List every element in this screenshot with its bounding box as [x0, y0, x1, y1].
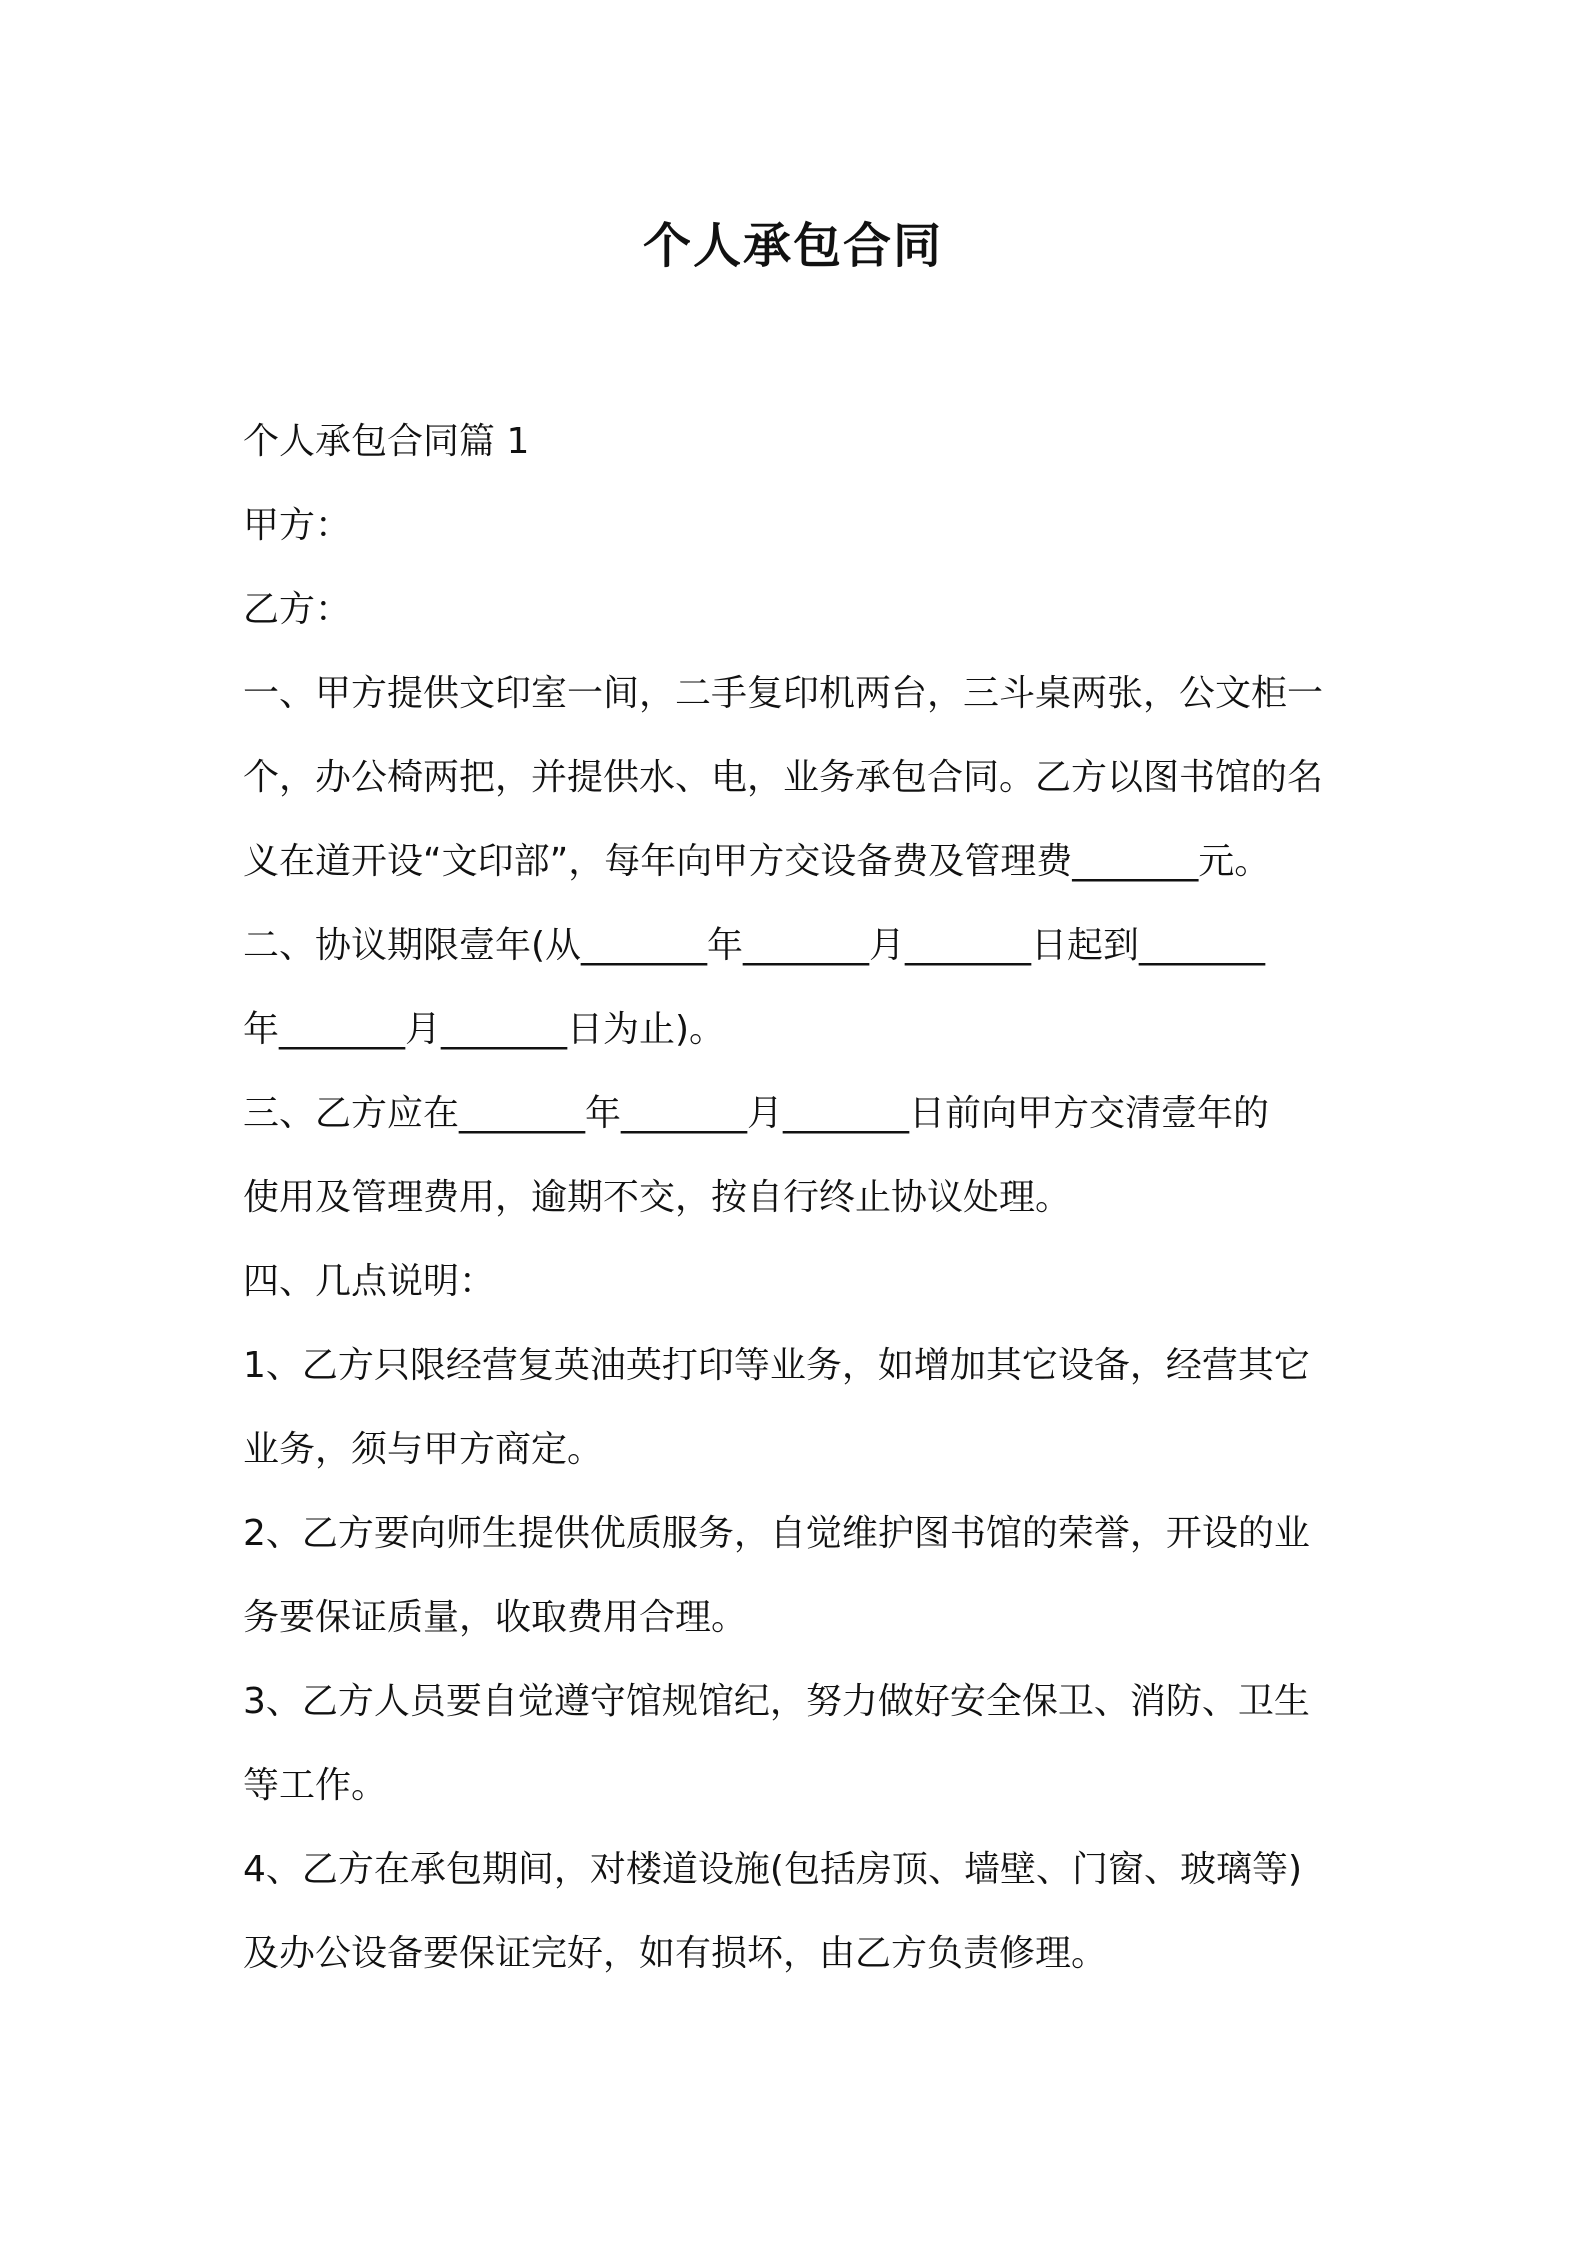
- section-heading: 个人承包合同篇 1: [243, 421, 530, 462]
- note-2-line-1: 2、乙方要向师生提供优质服务，自觉维护图书馆的荣誉，开设的业: [243, 1513, 1310, 1554]
- clause-3-line-2: 使用及管理费用，逾期不交，按自行终止协议处理。: [243, 1177, 1072, 1218]
- clause-4-heading: 四、几点说明：: [243, 1261, 496, 1302]
- document-title: 个人承包合同: [642, 218, 943, 274]
- note-1-line-1: 1、乙方只限经营复英油英打印等业务，如增加其它设备，经营其它: [243, 1345, 1310, 1386]
- note-4-line-1: 4、乙方在承包期间，对楼道设施(包括房顶、墙壁、门窗、玻璃等): [243, 1849, 1302, 1890]
- note-4-line-2: 及办公设备要保证完好，如有损坏，由乙方负责修理。: [243, 1933, 1108, 1974]
- note-3-line-2: 等工作。: [243, 1765, 388, 1806]
- clause-2-line-1: 二、协议期限壹年(从_______年_______月_______日起到_______: [243, 925, 1266, 966]
- clause-3-line-1: 三、乙方应在_______年_______月_______日前向甲方交清壹年的: [243, 1093, 1270, 1134]
- clause-1-line-1: 一、甲方提供文印室一间，二手复印机两台，三斗桌两张，公文柜一: [243, 673, 1324, 714]
- note-1-line-2: 业务，须与甲方商定。: [243, 1429, 604, 1470]
- note-3-line-1: 3、乙方人员要自觉遵守馆规馆纪，努力做好安全保卫、消防、卫生: [243, 1681, 1310, 1722]
- clause-1-line-3: 义在道开设“文印部”，每年向甲方交设备费及管理费_______元。: [243, 841, 1271, 882]
- clause-1-line-2: 个，办公椅两把，并提供水、电，业务承包合同。乙方以图书馆的名: [243, 757, 1324, 798]
- note-2-line-2: 务要保证质量，收取费用合理。: [243, 1597, 748, 1638]
- clause-2-line-2: 年_______月_______日为止)。: [243, 1009, 726, 1050]
- party-a-line: 甲方：: [243, 505, 352, 546]
- document-body: [243, 400, 1363, 1996]
- party-b-line: 乙方：: [243, 589, 352, 630]
